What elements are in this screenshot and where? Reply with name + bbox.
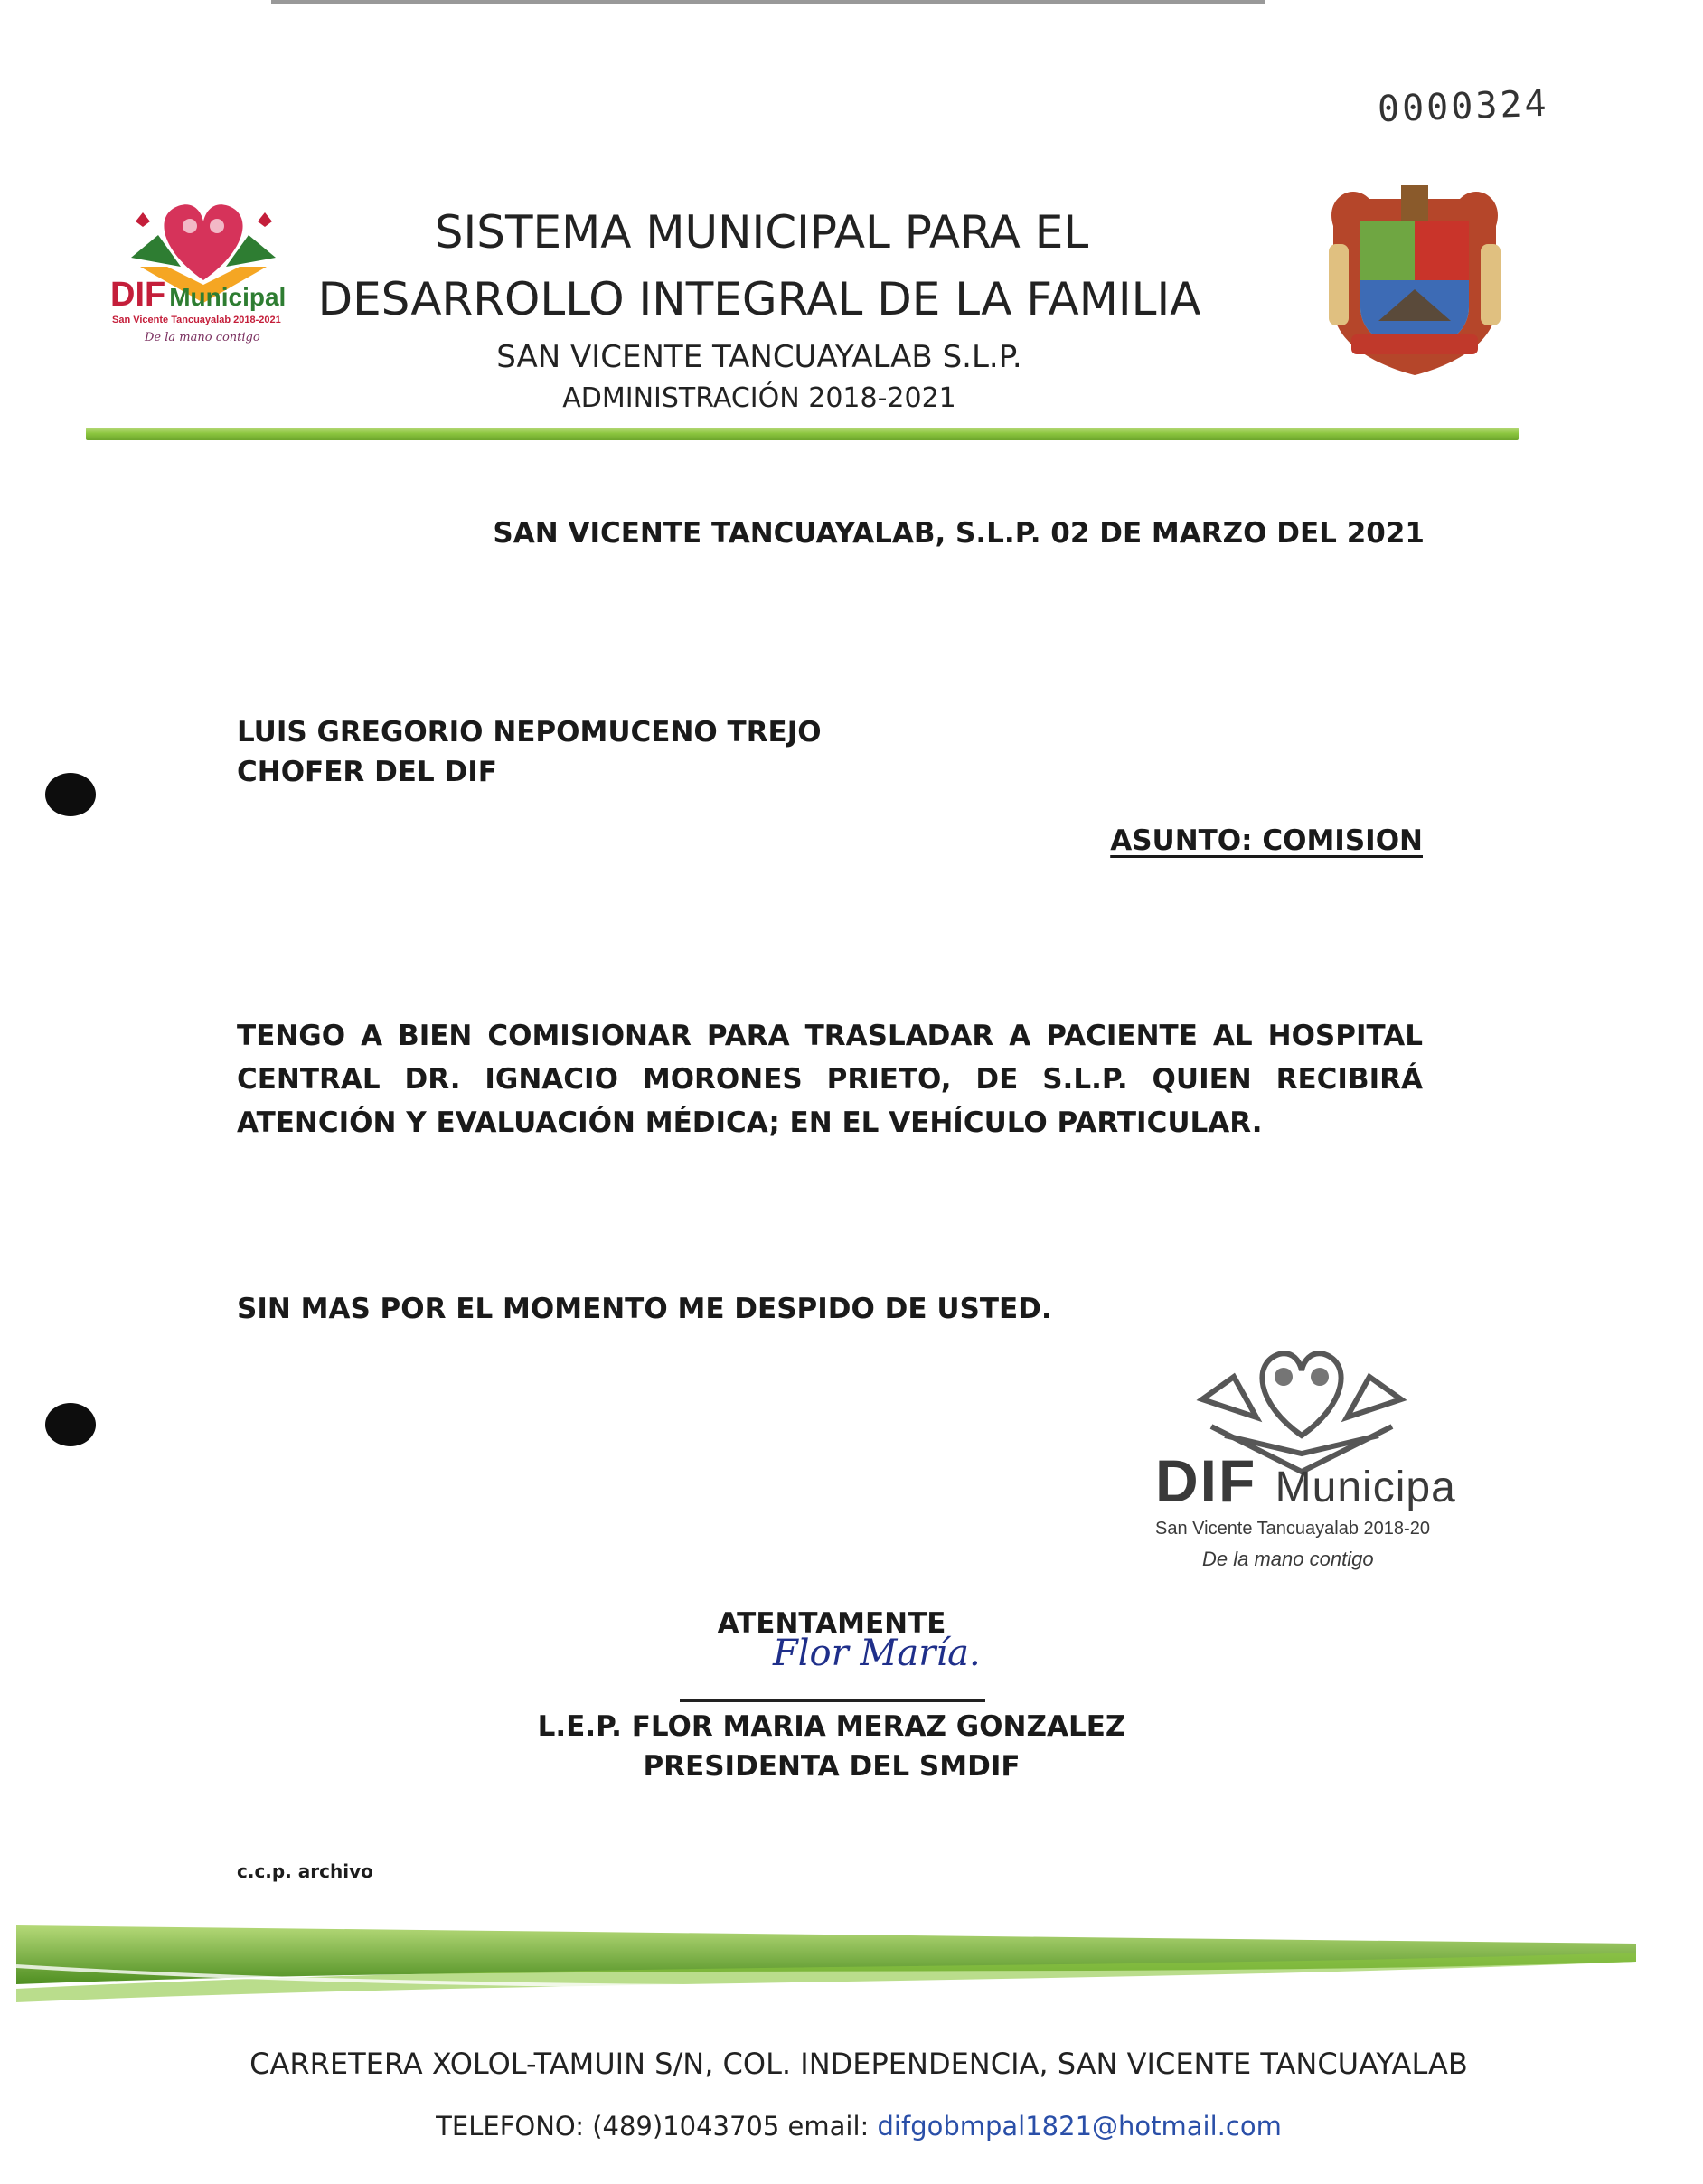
footer-swoosh — [0, 1907, 1703, 2034]
header-title-line-2: DESARROLLO INTEGRAL DE LA FAMILIA — [317, 273, 1201, 325]
recipient-role: CHOFER DEL DIF — [237, 756, 497, 788]
letter-body: TENGO A BIEN COMISIONAR PARA TRASLADAR A PACIENTE AL HOSPITAL CENTRAL DR. IGNACIO MORONES PRIETO, DE S.L.P. QUIEN RECIBIRÁ ATENCIÓN Y EVALUACIÓN MÉDICA; EN EL VEHÍCULO PARTICULAR. — [237, 1020, 1423, 1139]
stamp-text: DIF Municipa — [1155, 1447, 1456, 1514]
dif-logo-tagline: De la mano contigo — [145, 331, 260, 344]
scan-top-edge — [271, 0, 1265, 4]
handwritten-signature: Flor María. — [773, 1633, 981, 1674]
place-date: SAN VICENTE TANCUAYALAB, S.L.P. 02 DE MARZO DEL 2021 — [493, 517, 1425, 550]
footer-contact — [136, 2111, 1582, 2142]
footer-phone: TELEFONO: (489)1043705 email: — [436, 2111, 878, 2142]
punch-hole — [45, 1403, 96, 1446]
dif-logo-subtitle: San Vicente Tancuayalab 2018-2021 — [112, 315, 281, 325]
recipient-name: LUIS GREGORIO NEPOMUCENO TREJO — [237, 716, 822, 748]
footer-email: difgobmpal1821@hotmail.com — [877, 2111, 1282, 2142]
subject-line: ASUNTO: COMISION — [1110, 824, 1423, 857]
folio-number: 0000324 — [1377, 82, 1550, 131]
header-title-line-4: ADMINISTRACIÓN 2018-2021 — [562, 382, 956, 414]
header-title-line-3: SAN VICENTE TANCUAYALAB S.L.P. — [496, 339, 1022, 375]
header-divider — [86, 428, 1519, 440]
coat-of-arms-logo — [1315, 172, 1514, 380]
punch-hole — [45, 773, 96, 816]
header-title-line-1: SISTEMA MUNICIPAL PARA EL — [434, 206, 1089, 259]
stamp-subtitle: San Vicente Tancuayalab 2018-20 — [1155, 1519, 1430, 1539]
signature-line — [680, 1699, 985, 1702]
dif-logo-text: DIF Municipal — [110, 276, 287, 314]
footer-address: CARRETERA XOLOL-TAMUIN S/N, COL. INDEPENDENCIA, SAN VICENTE TANCUAYALAB — [249, 2047, 1468, 2081]
salutation: ATENTAMENTE — [717, 1607, 946, 1640]
signer-name: L.E.P. FLOR MARIA MERAZ GONZALEZ — [537, 1710, 1126, 1743]
letter-closing: SIN MAS POR EL MOMENTO ME DESPIDO DE USTED. — [237, 1293, 1052, 1325]
stamp-tagline: De la mano contigo — [1202, 1548, 1374, 1570]
carbon-copy-note: c.c.p. archivo — [237, 1860, 373, 1882]
signer-role: PRESIDENTA DEL SMDIF — [643, 1750, 1021, 1783]
